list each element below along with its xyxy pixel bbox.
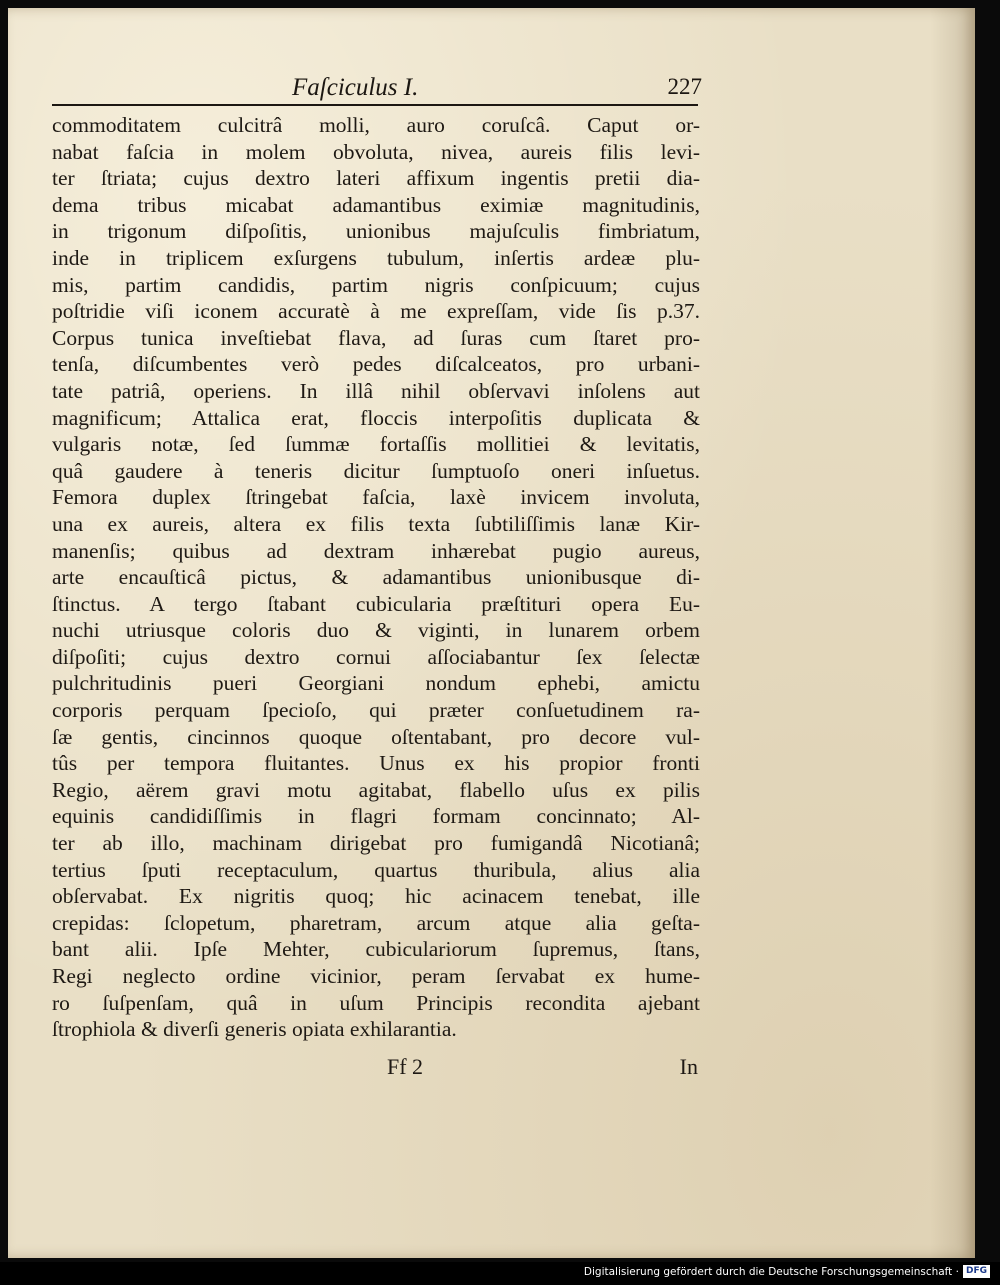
running-head: Faſciculus I.: [292, 74, 419, 101]
text-line: crepidas: ſclopetum, pharetram, arcum atque alia geſta-: [52, 910, 700, 935]
header-rule: [52, 104, 698, 106]
page-footer: [52, 1050, 700, 1080]
text-line: ſtinctus. A tergo ſtabant cubicularia præſtituri opera Eu-: [52, 591, 700, 616]
text-line: una ex aureis, altera ex filis texta ſubtiliſſimis lanæ Kir-: [52, 511, 700, 536]
text-line: dema tribus micabat adamantibus eximiæ magnitudinis,: [52, 192, 700, 217]
page-header: [52, 70, 702, 100]
text-line: Regi neglecto ordine vicinior, peram ſervabat ex hume-: [52, 964, 700, 988]
text-line: tenſa, diſcumbentes verò pedes diſcalceatos, pro urbani-: [52, 352, 700, 377]
text-line: bant alii. Ipſe Mehter, cubiculariorum ſupremus, ſtans,: [52, 937, 700, 962]
text-line: ſtrophiola & diverſi generis opiata exhilarantia.: [52, 1017, 457, 1042]
text-line: Corpus tunica inveſtiebat flava, ad ſuras cum ſtaret pro-: [52, 325, 700, 350]
catchword: In: [679, 1054, 698, 1079]
text-line: nuchi utriusque coloris duo & viginti, in lunarem orbem: [52, 618, 700, 643]
text-line: tate patriâ, operiens. In illâ nihil obſervavi inſolens aut: [52, 378, 700, 403]
text-line: in trigonum diſpoſitis, unionibus majuſculis fimbriatum,: [52, 219, 700, 244]
text-line: nabat faſcia in molem obvoluta, nivea, aureis filis levi-: [52, 139, 700, 164]
text-line: arte encauſticâ pictus, & adamantibus unionibusque di-: [52, 565, 700, 590]
credit-text: Digitalisierung gefördert durch die Deutsche Forschungsgemeinschaft ·: [583, 1265, 959, 1278]
text-line: obſervabat. Ex nigritis quoq; hic acinacem tenebat, ille: [52, 884, 700, 909]
text-line: tertius ſputi receptaculum, quartus thuribula, alius alia: [52, 857, 700, 882]
text-line: Regio, aërem gravi motu agitabat, flabello uſus ex pilis: [52, 777, 700, 802]
text-line: tûs per tempora fluitantes. Unus ex his propior fronti: [52, 751, 700, 776]
text-line: mis, partim candidis, partim nigris conſpicuum; cujus: [52, 272, 700, 297]
text-line: pulchritudinis pueri Georgiani nondum ephebi, amictu: [52, 671, 700, 696]
text-line: Femora duplex ſtringebat faſcia, laxè invicem involuta,: [52, 485, 700, 510]
text-line: ro ſuſpenſam, quâ in uſum Principis recondita ajebant: [52, 990, 700, 1015]
text-line: ter ſtriata; cujus dextro lateri affixum ingentis pretii dia-: [52, 166, 700, 191]
text-line: quâ gaudere à teneris dicitur ſumptuoſo oneri inſuetus.: [52, 458, 700, 483]
text-line: equinis candidiſſimis in flagri formam concinnato; Al-: [52, 804, 700, 829]
text-line: inde in triplicem exſurgens tubulum, inſertis ardeæ plu-: [52, 245, 700, 270]
page-edge-shadow: [930, 8, 975, 1258]
text-line: vulgaris notæ, ſed ſummæ fortaſſis mollitiei & levitatis,: [52, 432, 700, 457]
dfg-logo: DFG: [963, 1265, 990, 1278]
signature-mark: Ff 2: [387, 1054, 424, 1079]
credit-line: [584, 1265, 990, 1278]
text-line: corporis perquam ſpecioſo, qui præter conſuetudinem ra-: [52, 698, 700, 723]
credit-bar: [0, 1262, 1000, 1285]
text-line: diſpoſiti; cujus dextro cornui aſſociabantur ſex ſelectæ: [52, 644, 700, 669]
text-line: manenſis; quibus ad dextram inhærebat pugio aureus,: [52, 538, 700, 563]
text-line: ſæ gentis, cincinnos quoque oſtentabant, pro decore vul-: [52, 724, 700, 749]
text-line: poſtridie viſi iconem accuratè à me expreſſam, vide ſis p.37.: [52, 299, 700, 324]
text-line: ter ab illo, machinam dirigebat pro fumigandâ Nicotianâ;: [52, 831, 700, 856]
text-line: magnificum; Attalica erat, floccis interpoſitis duplicata &: [52, 405, 700, 430]
body-text: [52, 112, 700, 1043]
text-line: commoditatem culcitrâ molli, auro coruſcâ. Caput or-: [52, 113, 700, 137]
page-number: 227: [667, 74, 702, 99]
